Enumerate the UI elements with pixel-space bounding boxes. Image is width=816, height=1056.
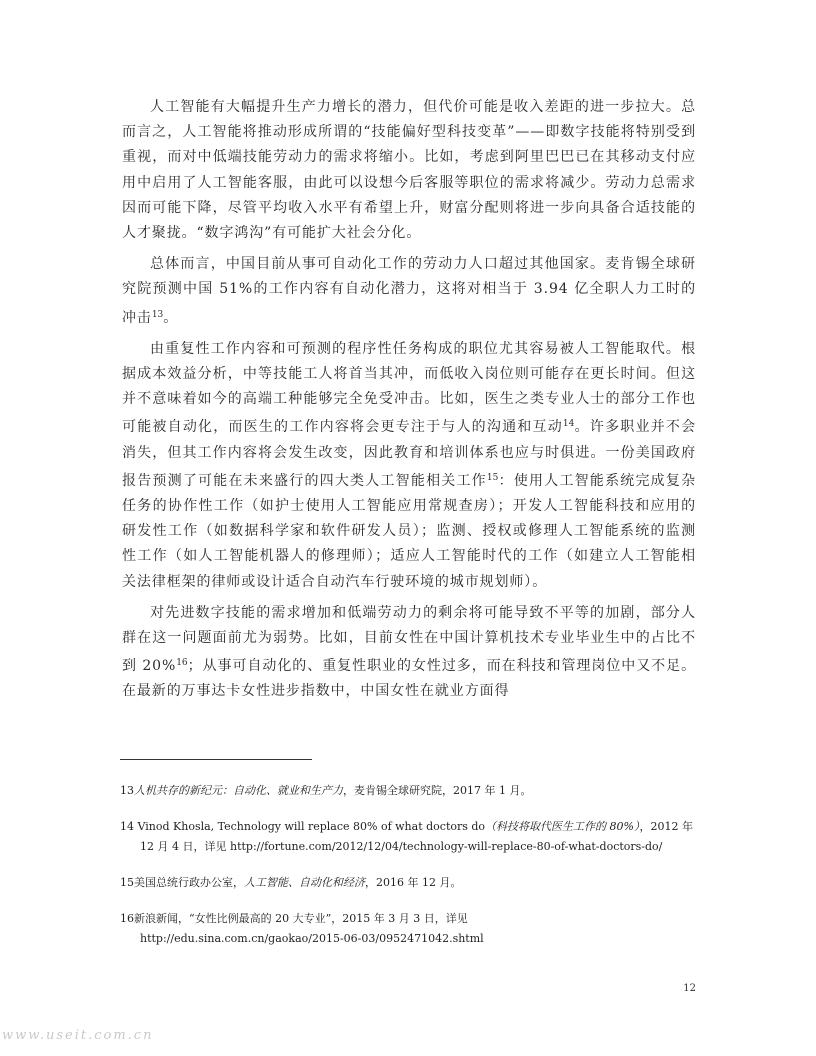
footnote-13 — [120, 781, 700, 801]
paragraph-text: 总体而言，中国目前从事可自动化工作的劳动力人口超过其他国家。麦肯锡全球研究院预测中国 51%的工作内容有自动化潜力，这将对相当于 3.94 亿全职人力工时的冲击 — [122, 256, 696, 326]
footnote-link[interactable]: http://edu.sina.com.cn/gaokao/2015-06-03/0952471042.shtml — [140, 932, 484, 945]
paragraph-3 — [122, 337, 696, 595]
paragraph-text: 对先进数字技能的需求增加和低端劳动力的剩余将可能导致不平等的加剧，部分人群在这一问题面前尤为弱势。比如，目前女性在中国计算机技术专业毕业生中的占比不到 20% — [122, 604, 696, 675]
footnote-number: 14 — [120, 820, 134, 833]
footnote-ref-15[interactable]: 15 — [486, 472, 499, 483]
footnote-16 — [120, 909, 700, 949]
footnotes — [120, 781, 700, 965]
page-number: 12 — [683, 983, 696, 994]
footnote-title: 人机共存的新纪元：自动化、就业和生产力 — [134, 784, 343, 797]
paragraph-text: ；从事可自动化的、重复性职业的女性过多，而在科技和管理岗位中又不足。在最新的万事达卡女性进步指数中，中国女性在就业方面得 — [122, 658, 696, 700]
footnote-text: ，2012 年 — [639, 820, 694, 833]
footnote-text: ，麦肯锡全球研究院，2017 年 1 月。 — [343, 784, 532, 797]
footnote-translation: （科技将取代医生工作的 80%） — [485, 820, 640, 833]
footnote-title: 人工智能、自动化和经济 — [244, 876, 365, 889]
footnote-14 — [120, 817, 700, 857]
watermark: www.useit.com.cn — [2, 1028, 154, 1043]
paragraph-text: 人工智能有大幅提升生产力增长的潜力，但代价可能是收入差距的进一步拉大。总而言之，人工智能将推动形成所谓的“技能偏好型科技变革”——即数字技能将特别受到重视，而对中低端技能劳动力的需求将缩小。比如，考虑到阿里巴巴已在其移动支付应用中启用了人工智能客服，由此可以设想今后客服等职位的需求将减少。劳动力总需求因而可能下降，尽管平均收入水平有希望上升，财富分配则将进一步向具备合适技能的人才聚拢。“数字鸿沟”有可能扩大社会分化。 — [122, 99, 696, 242]
paragraph-2 — [122, 252, 696, 331]
paragraph-4 — [122, 601, 696, 705]
footnote-15 — [120, 873, 700, 893]
footnote-divider — [120, 759, 312, 760]
footnote-number: 13 — [120, 784, 134, 797]
footnote-text: 新浪新闻，“女性比例最高的 20 大专业”，2015 年 3 月 3 日，详见 — [134, 912, 468, 925]
footnote-ref-14[interactable]: 14 — [562, 419, 575, 430]
footnote-number: 16 — [120, 912, 134, 925]
footnote-text: ，2016 年 12 月。 — [365, 876, 462, 889]
footnote-ref-13[interactable]: 13 — [151, 309, 164, 320]
paragraph-text: 。 — [163, 309, 179, 326]
paragraph-text: 。许多职业并不会消失，但其工作内容将会发生改变，因此教育和培训体系也应与时俱进。一份美国政府报告预测了可能在未来盛行的四大类人工智能相关工作 — [122, 419, 696, 489]
paragraph-1 — [122, 95, 696, 246]
footnote-text: 美国总统行政办公室， — [134, 876, 244, 889]
paragraph-text: 由重复性工作内容和可预测的程序性任务构成的职位尤其容易被人工智能取代。根据成本效益分析，中等技能工人将首当其冲，而低收入岗位则可能存在更长时间。但这并不意味着如今的高端工种能够完全免受冲击。比如，医生之类专业人士的部分工作也可能被自动化，而医生的工作内容将会更专注于与人的沟通和互动 — [122, 340, 696, 436]
footnote-title: Vinod Khosla, Technology will replace 80% of what doctors do — [137, 820, 486, 833]
footnote-number: 15 — [120, 876, 134, 889]
footnote-ref-16[interactable]: 16 — [176, 658, 188, 669]
footnote-link[interactable]: 12 月 4 日，详见 http://fortune.com/2012/12/04/technology-will-replace-80-of-what-doctors-do/ — [140, 840, 663, 853]
paragraph-text: ：使用人工智能系统完成复杂任务的协作性工作（如护士使用人工智能应用常规查房）；开发人工智能科技和应用的研发性工作（如数据科学家和软件研发人员）；监测、授权或修理人工智能系统的监测性工作（如人工智能机器人的修理师）；适应人工智能时代的工作（如建立人工智能相关法律框架的律师或设计适合自动汽车行驶环境的城市规划师）。 — [122, 472, 696, 590]
body-text — [122, 95, 696, 711]
